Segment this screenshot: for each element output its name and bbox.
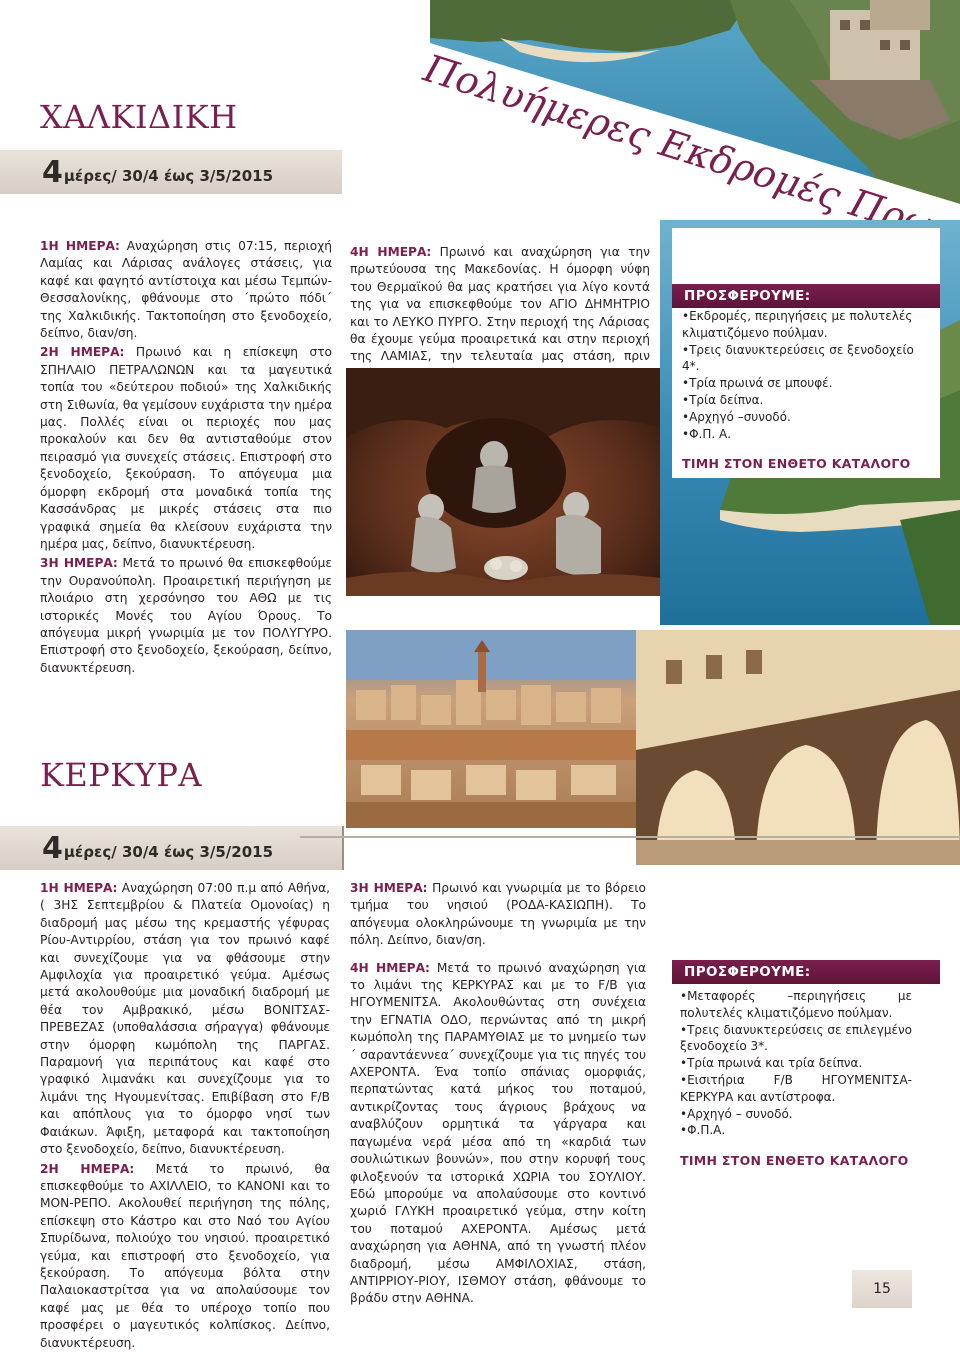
liston-arcade-photo: [636, 630, 960, 865]
corfu-town-photo: [346, 630, 636, 828]
date-bar-rule: [300, 836, 960, 838]
day-4: 4Η ΗΜΕΡΑ: Πρωινό και αναχώρηση για την πρωτεύουσα της Μακεδονίας. Η όμορφη νύφη του Θερμαϊκού θα μας κρατήσει για λίγο κοντά της για να επισκεφθούμε τον ΑΓΙΟ ΔΗΜΗΤΡΙΟ και το ΛΕΥΚΟ ΠΥΡΓΟ. Στην περιοχή της Λάρισας θα έχουμε γεύμα προαιρετικά και στην περιοχή της ΛΑΜΙΑΣ, την τελευταία μας στάση, πριν: [350, 245, 650, 364]
day-3: 3Η ΗΜΕΡΑ: Μετά το πρωινό θα επισκεφθούμε την Ουρανούπολη. Προαιρετική περιήγηση με πλοιάριο στη χερσόνησο του ΑΘΩ με τις ιστορικές Μονές του Αγίου Όρους. Το απόγευμα μικρή γνωριμία με τον ΠΟΛΥΓΥΡΟ. Επιστροφή στο ξενοδοχείο, ξεκούραση, δείπνο, διανυκτέρευση.: [40, 556, 332, 675]
date-range: μέρες/ 30/4 έως 3/5/2015: [63, 166, 274, 185]
offer-header-chalkidiki: [672, 284, 940, 308]
date-range: μέρες/ 30/4 έως 3/5/2015: [63, 842, 274, 861]
offer-item: •Τρία πρωινά και τρία δείπνα.: [680, 1056, 863, 1071]
offer-title: ΠΡΟΣΦΕΡΟΥΜΕ:: [684, 288, 811, 304]
offer-item: •Αρχηγό –συνοδό.: [682, 409, 791, 424]
petralona-cave-photo: [346, 368, 660, 596]
page-number: [852, 1270, 912, 1308]
price-note: ΤΙΜΗ ΣΤΟΝ ΕΝΘΕΤΟ ΚΑΤΑΛΟΓΟ: [682, 456, 911, 472]
offer-item: •Τρεις διανυκτερεύσεις σε ξενοδοχείο 4*.: [682, 342, 914, 374]
price-note: ΤΙΜΗ ΣΤΟΝ ΕΝΘΕΤΟ ΚΑΤΑΛΟΓΟ: [680, 1153, 909, 1169]
offer-item: •Φ.Π. Α.: [682, 426, 732, 441]
day-1: 1Η ΗΜΕΡΑ: Αναχώρηση στις 07:15, περιοχή Λαμίας και Λάρισας ανάλογες στάσεις, για καφέ και φαγητό αντίστοιχα και μέσω Τεμπών-Θεσσαλονίκης, φθάνουμε στο ΄πρώτο πόδι΄ της Χαλκιδικής. Τακτοποίηση στο ξενοδοχείο, δείπνο, διαν/ση.: [40, 239, 332, 341]
offer-item: •Τρία πρωινά σε μπουφέ.: [682, 376, 833, 391]
offer-item: •Εισιτήρια F/B ΗΓΟΥΜΕΝΙΤΣΑ-ΚΕΡΚΥΡΑ και αντίστροφα.: [680, 1072, 912, 1104]
region-title-corfu: ΚΕΡΚΥΡΑ: [40, 756, 202, 794]
offer-item: •Φ.Π.Α.: [680, 1123, 726, 1138]
region-title-chalkidiki: ΧΑΛΚΙΔΙΚΗ: [40, 98, 238, 136]
offer-item: •Μεταφορές –περιηγήσεις με πολυτελές κλιματιζόμενο πούλμαν.: [680, 989, 912, 1020]
day-4: 4Η ΗΜΕΡΑ: Μετά το πρωινό αναχώρηση για το λιμάνι της ΚΕΡΚΥΡΑΣ και με το F/B για ΗΓΟΥΜΕΝΙΤΣΑ. Ακολουθώντας στη συνέχεια την ΕΓΝΑΤΙΑ ΟΔΟ, περνώντας από τη μικρή κωμόπολη της ΠΑΡΑΜΥΘΙΑΣ με το μνημείο των ΄ σαραντάεννεα΄ συνεχίζουμε για τις πηγές του ΑΧΕΡΟΝΤΑ. Ένα τοπίο σπάνιας ομορφιάς, περπατώντας κατά μήκος του ποταμού, αντικρίζοντας τους άγριους βράχους να αναβλύζουν ορμητικά τα γάργαρα και παγωμένα νερά μέσα από τη «καρδιά των σουλιώτικων βουνών», που στην κορυφή τους φιλοξενούν τα ιστορικά ΧΩΡΙΑ του ΣΟΥΛΙΟΥ. Εδώ μπορούμε να απολαύσουμε στο κοντινό χωριό ΓΛΥΚΗ προαιρετικό γεύμα, στην κοίτη του ποταμού ΑΧΕΡΟΝΤΑ. Αμέσως μετά αναχώρηση για ΑΘΗΝΑ, από τη γνωστή πλέον διαδρομή, μέσω ΑΜΦΙΛΟΧΙΑΣ, στάση, ΑΝΤΙΡΡΙΟΥ-ΡΙΟΥ, ΙΣΘΜΟΥ στάση, φθάνουμε το βράδυ στην ΑΘΗΝΑ.: [350, 960, 646, 1306]
day-3: 3Η ΗΜΕΡΑ: Πρωινό και γνωριμία με το βόρειο τμήμα του νησιού (ΡΟΔΑ-ΚΑΣΙΩΠΗ). Το απόγευμα ολοκληρώνουμε τη γνωριμία με την πόλη. Δείπνο, διαν/ση.: [350, 881, 646, 948]
itinerary-column-left: [40, 238, 332, 677]
days-count: 4: [42, 154, 63, 190]
offer-item: •Τρία δείπνα.: [682, 392, 764, 407]
offer-title: ΠΡΟΣΦΕΡΟΥΜΕ:: [684, 964, 811, 980]
itinerary-column-middle-corfu: [350, 880, 646, 1308]
date-bar-corfu: [0, 826, 344, 870]
page-number-label: 15: [873, 1281, 891, 1297]
itinerary-column-middle: [350, 244, 650, 383]
day-2: 2Η ΗΜΕΡΑ: Πρωινό και η επίσκεψη στο ΣΠΗΛΑΙΟ ΠΕΤΡΑΛΩΝΩΝ και τα μαγευτικά τοπία του «δεύτερου ποδιού» της Χαλκιδικής στη Σιθωνία, θα γεμίσουν ευχάριστα την ημέρα μας. Πολλές είναι οι περιοχές που μας προκαλούν και δεν θα αντισταθούμε στον πειρασμό για συνεχείς στάσεις. Επιστροφή στο ξενοδοχείο, ξεκούραση. Το απόγευμα μια όμορφη εκδρομή στα μοναδικά τοπία της Κασσάνδρας με μικρές στάσεις στα πιο γραφικά σημεία θα κλείσουν ευχάριστα την ημέρα μας, δείπνο, διανυκτέρευση.: [40, 345, 332, 551]
days-count: 4: [42, 830, 63, 866]
day-2: 2Η ΗΜΕΡΑ: Μετά το πρωινό, θα επισκεφθούμε το ΑΧΙΛΛΕΙΟ, το ΚΑΝΟΝΙ και το ΜΟΝ-ΡΕΠΟ. Ακολουθεί περιήγηση της πόλης, επίσκεψη στο Κάστρο και στο Ναό του Αγίου Σπυρίδωνα, πολιούχο του νησιού. προαιρετικό γεύμα, και επιστροφή στο ξενοδοχείο, για ξεκούραση. Το απόγευμα βόλτα στην Παλαιοκαστρίτσα για να απολαύσουμε τον καφέ μας με θέα το υπέροχο τοπίο που προσφέρει ο μαγευτικός κολπίσκος. Δείπνο, διανυκτέρευση.: [40, 1161, 330, 1350]
offer-item: •Εκδρομές, περιηγήσεις με πολυτελές κλιματιζόμενο πούλμαν.: [682, 309, 913, 340]
offer-list-chalkidiki: [682, 308, 932, 471]
itinerary-column-left-corfu: [40, 880, 330, 1352]
offer-item: •Τρεις διανυκτερεύσεις σε επιλεγμένο ξενοδοχείο 3*.: [680, 1022, 912, 1054]
date-bar-chalkidiki: [0, 150, 342, 194]
offer-list-corfu: [680, 988, 912, 1168]
day-1: 1Η ΗΜΕΡΑ: Αναχώρηση 07:00 π.μ από Αθήνα, ( 3ΗΣ Σεπτεμβρίου & Πλατεία Ομονοίας) η διαδρομή μας μέσω της κρεμαστής γέφυρας Ρίου-Αντιρρίου, στάση για τον πρωινό καφέ και συνεχίζουμε για να φθάσουμε στην Αμφιλοχία για προαιρετικό γεύμα. Αμέσως μετά ακολουθούμε μια μοναδική διαδρομή με θέα τον Αμβρακικό, μέσω ΒΟΝΙΤΣΑΣ-ΠΡΕΒΕΖΑΣ (υποθαλάσσια σήραγγα) φθάνουμε στην όμορφη κωμόπολη της ΠΑΡΓΑΣ. Παραμονή για περιπάτους και καφέ στο γραφικό λιμανάκι και συνεχίζουμε για το λιμάνι της Ηγουμενίτσας. Επιβίβαση στο F/B και απόπλους για το όμορφο νησί των Φαιάκων. Άφιξη, μεταφορά και τακτοποίηση στο ξενοδοχείο, δείπνο, διανυκτέρευση.: [40, 881, 330, 1157]
banner-title: [432, 46, 960, 90]
offer-item: •Αρχηγό – συνοδό.: [680, 1106, 793, 1121]
offer-header-corfu: [672, 960, 940, 984]
